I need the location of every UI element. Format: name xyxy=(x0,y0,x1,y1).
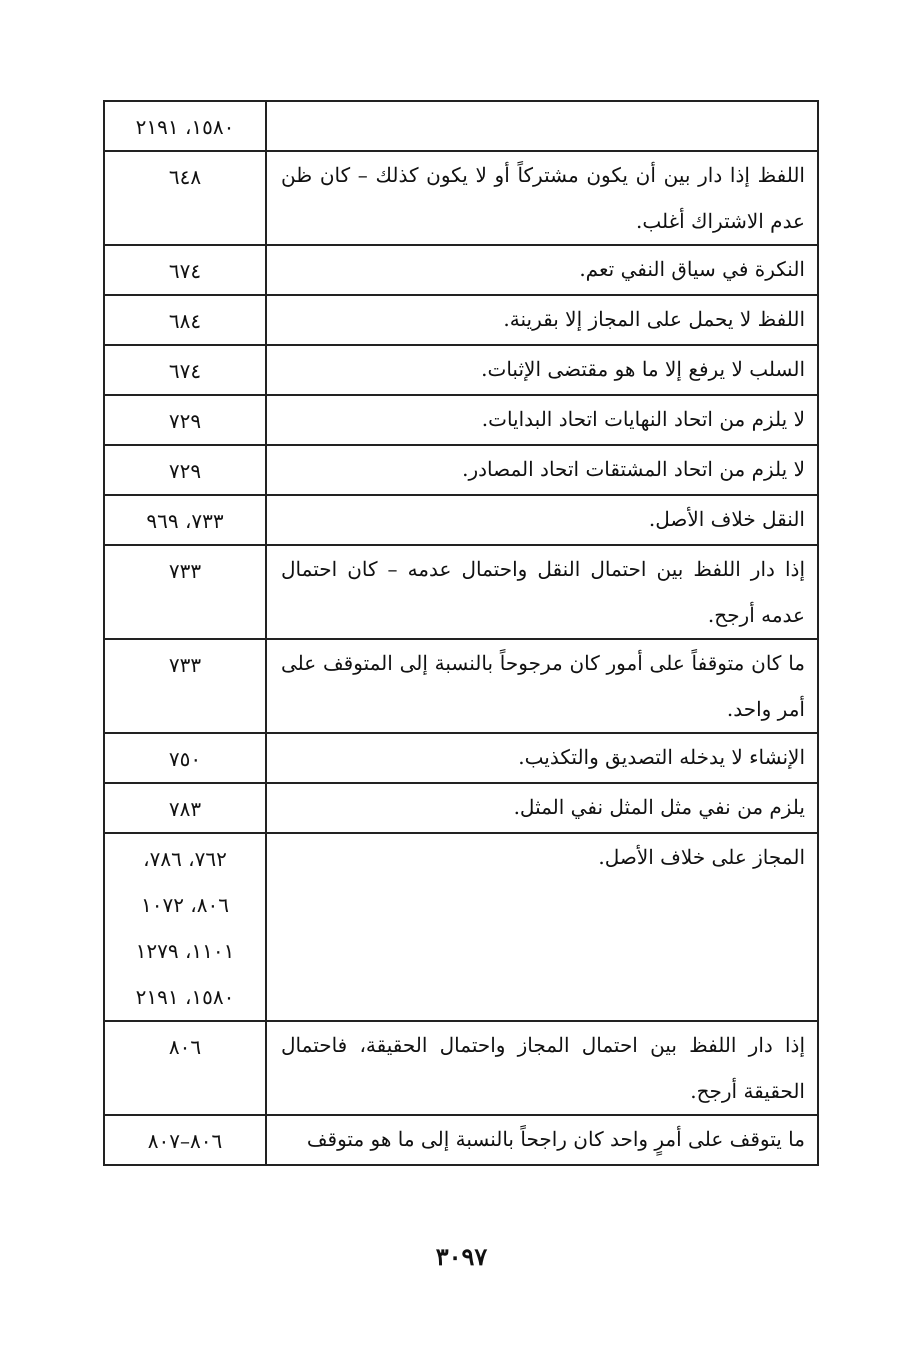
rule-text: ما يتوقف على أمرٍ واحد كان راجحاً بالنسبة إلى ما هو متوقف xyxy=(266,1115,818,1165)
page-references xyxy=(104,495,266,545)
page-references xyxy=(104,545,266,639)
page-reference: ٨٠٦، ١٠٧٢ xyxy=(140,893,229,917)
table-row xyxy=(104,395,818,445)
rule-text: اللفظ لا يحمل على المجاز إلا بقرينة. xyxy=(266,295,818,345)
rule-text: المجاز على خلاف الأصل. xyxy=(266,833,818,1021)
page-references xyxy=(104,833,266,1021)
rule-text xyxy=(266,101,818,151)
table-row xyxy=(104,1115,818,1165)
page-reference: ٦٧٤ xyxy=(168,359,202,383)
page-reference: ٦٨٤ xyxy=(168,309,202,333)
table-row xyxy=(104,295,818,345)
page-reference: ٨٠٦ xyxy=(168,1035,202,1059)
page-references xyxy=(104,783,266,833)
table-row xyxy=(104,639,818,733)
page-references xyxy=(104,395,266,445)
rule-text: إذا دار اللفظ بين احتمال النقل واحتمال عدمه – كان احتمال عدمه أرجح. xyxy=(266,545,818,639)
table-row xyxy=(104,101,818,151)
page-reference: ٧٢٩ xyxy=(168,459,202,483)
page-references xyxy=(104,295,266,345)
page-reference: ٧٣٣ xyxy=(168,653,202,677)
rule-text: لا يلزم من اتحاد النهايات اتحاد البدايات. xyxy=(266,395,818,445)
page-number: ٣٠٩٧ xyxy=(435,1242,488,1271)
rule-text: ما كان متوقفاً على أمور كان مرجوحاً بالنسبة إلى المتوقف على أمر واحد. xyxy=(266,639,818,733)
page-references xyxy=(104,733,266,783)
table-row xyxy=(104,733,818,783)
rule-text: اللفظ إذا دار بين أن يكون مشتركاً أو لا يكون كذلك – كان ظن عدم الاشتراك أغلب. xyxy=(266,151,818,245)
page-reference: ٧٣٣، ٩٦٩ xyxy=(146,509,224,533)
page-references xyxy=(104,639,266,733)
page-references xyxy=(104,1115,266,1165)
table-row xyxy=(104,495,818,545)
page-references xyxy=(104,245,266,295)
table-row xyxy=(104,445,818,495)
table-row xyxy=(104,545,818,639)
page-reference: ٧٨٣ xyxy=(168,797,202,821)
table-row xyxy=(104,151,818,245)
page-reference: ١٥٨٠، ٢١٩١ xyxy=(135,985,235,1009)
page-reference: ٦٧٤ xyxy=(168,259,202,283)
page-reference: ١٥٨٠، ٢١٩١ xyxy=(135,115,235,139)
page-reference: ١١٠١، ١٢٧٩ xyxy=(135,939,235,963)
rule-text: يلزم من نفي مثل المثل نفي المثل. xyxy=(266,783,818,833)
page-reference: ٧٣٣ xyxy=(168,559,202,583)
page-references xyxy=(104,151,266,245)
table-row xyxy=(104,1021,818,1115)
rule-text: لا يلزم من اتحاد المشتقات اتحاد المصادر. xyxy=(266,445,818,495)
page-reference: ٧٥٠ xyxy=(168,747,202,771)
page-references xyxy=(104,445,266,495)
page-reference: ٧٢٩ xyxy=(168,409,202,433)
page-reference: ٦٤٨ xyxy=(168,165,202,189)
page-references xyxy=(104,101,266,151)
table-row xyxy=(104,345,818,395)
page-references xyxy=(104,345,266,395)
rule-text: النقل خلاف الأصل. xyxy=(266,495,818,545)
rules-index-table xyxy=(103,100,819,1166)
rule-text: النكرة في سياق النفي تعم. xyxy=(266,245,818,295)
rule-text: السلب لا يرفع إلا ما هو مقتضى الإثبات. xyxy=(266,345,818,395)
page-references xyxy=(104,1021,266,1115)
table-row xyxy=(104,833,818,1021)
page-reference: ٧٦٢، ٧٨٦، xyxy=(143,847,227,871)
table-row xyxy=(104,783,818,833)
page-reference: ٨٠٦–٨٠٧ xyxy=(147,1129,223,1153)
rule-text: الإنشاء لا يدخله التصديق والتكذيب. xyxy=(266,733,818,783)
rule-text: إذا دار اللفظ بين احتمال المجاز واحتمال الحقيقة، فاحتمال الحقيقة أرجح. xyxy=(266,1021,818,1115)
table-row xyxy=(104,245,818,295)
